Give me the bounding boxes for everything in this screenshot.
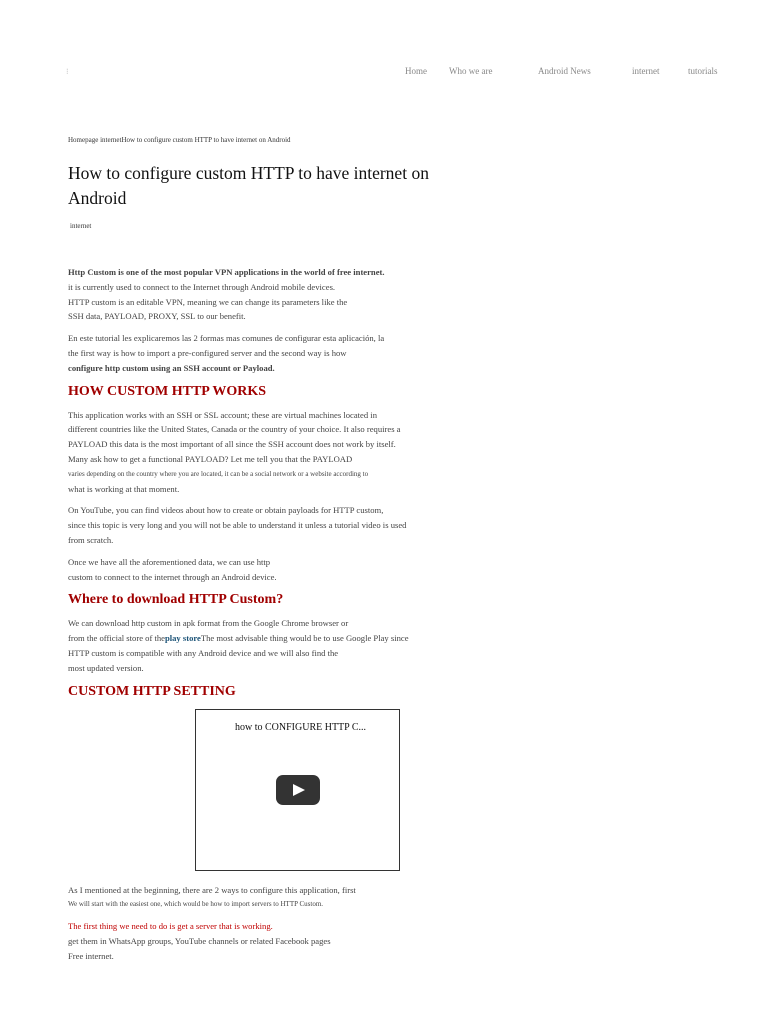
youtube-video-embed[interactable] — [195, 709, 400, 871]
page-title: How to configure custom HTTP to have internet on Android — [68, 163, 429, 208]
nav-internet-link[interactable]: internet — [632, 66, 660, 76]
nav-tutorials-link[interactable]: tutorials — [688, 66, 718, 76]
nav-home-link[interactable]: Home — [405, 66, 427, 76]
how-it-works-paragraph: This application works with an SSH or SSL account; these are virtual machines located in different countries like the United States, Canada or the country of your choice. It also requires a PAYLOAD this data is the most important of all since the SSH account does not work by itself. Many ask how to get a functional PAYLOAD? Let me tell you that the PAYLOAD varies depending on the country where you are located, it can be a social network or a website according to what is working at that moment. — [68, 409, 401, 494]
ways-paragraph: As I mentioned at the beginning, there are 2 ways to configure this application, first We will start with the easiest one, which would be how to import servers to HTTP Custom. — [68, 884, 356, 909]
intro-lead: Http Custom is one of the most popular VPN applications in the world of free internet. — [68, 267, 385, 277]
play-store-link[interactable]: play store — [164, 633, 201, 644]
video-title[interactable]: how to CONFIGURE HTTP C... — [235, 721, 367, 733]
article-body — [68, 265, 448, 971]
once-paragraph: Once we have all the aforementioned data, we can use http custom to connect to the internet through an Android device. — [68, 556, 277, 582]
breadcrumb-current: How to configure custom HTTP to have internet on Android — [121, 136, 291, 144]
nav-who-we-are-link[interactable]: Who we are — [449, 66, 493, 76]
intro-paragraph: Http Custom is one of the most popular VPN applications in the world of free internet. it is currently used to connect to the Internet through Android mobile devices. HTTP custom is an editable VPN, meaning we can change its parameters like the SSH data, PAYLOAD, PROXY, SSL to our benefit. — [68, 265, 448, 324]
youtube-paragraph: On YouTube, you can find videos about how to create or obtain payloads for HTTP custom, since this topic is very long and you will not be able to understand it unless a tutorial video is used from scratch. — [68, 505, 407, 545]
tutorial-paragraph: En este tutorial les explicaremos las 2 formas mas comunes de configurar esta aplicación, la the first way is how to import a pre-configured server and the second way is how configure http custom using an SSH account or Payload. — [68, 333, 385, 373]
download-paragraph: We can download http custom in apk format from the Google Chrome browser or from the official store of theplay storeThe most advisable thing would be to use Google Play since HTTP custom is compatible with any Android device and we will also find the most updated version. — [68, 618, 409, 673]
section-heading-how-it-works: HOW CUSTOM HTTP WORKS — [68, 383, 266, 399]
breadcrumb — [68, 136, 291, 144]
post-meta — [68, 222, 91, 230]
section-heading-download: Where to download HTTP Custom? — [68, 592, 284, 608]
breadcrumb-category[interactable]: internet — [100, 136, 122, 144]
section-heading-setting: CUSTOM HTTP SETTING — [68, 683, 236, 699]
server-paragraph: The first thing we need to do is get a server that is working. get them in WhatsApp groups, YouTube channels or related Facebook pages Free internet. — [68, 921, 331, 961]
breadcrumb-home[interactable]: Homepage — [68, 136, 99, 144]
logo-icon[interactable]: ⁝ — [66, 67, 69, 76]
nav-android-news-link[interactable]: Android News — [538, 66, 591, 76]
play-icon[interactable] — [276, 775, 320, 805]
top-navigation — [0, 64, 768, 80]
post-category-link[interactable]: internet — [70, 222, 92, 230]
